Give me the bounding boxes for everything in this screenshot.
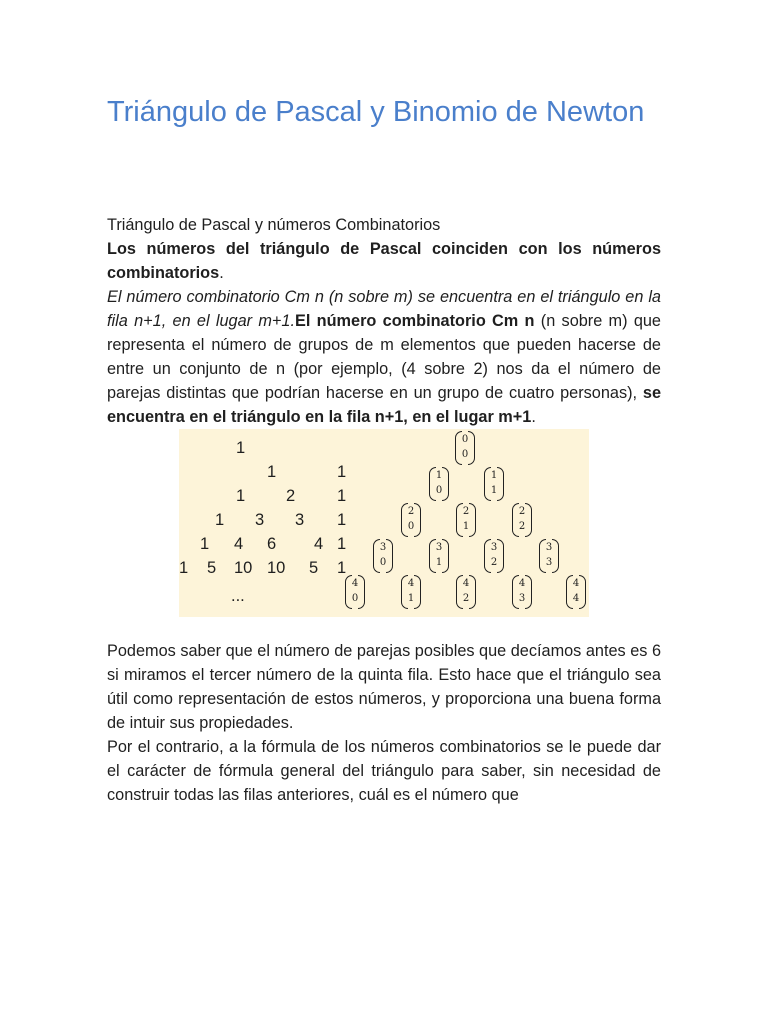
pascal-number: 5 <box>309 559 319 577</box>
right-parenthesis <box>414 575 421 609</box>
pascal-number: 1 <box>337 511 347 529</box>
right-parenthesis <box>358 575 365 609</box>
binomial-top: 3 <box>545 542 553 553</box>
binomial-coefficient <box>429 467 449 501</box>
binomial-coefficient <box>345 575 365 609</box>
pascal-number: 4 <box>314 535 324 553</box>
binomial-top: 4 <box>572 578 580 589</box>
binomial-top: 3 <box>379 542 387 553</box>
binomial-top: 1 <box>435 470 443 481</box>
binomial-bottom: 0 <box>379 557 387 568</box>
paragraph-formula: Por el contrario, a la fórmula de los números combinatorios se le puede dar el carácter de fórmula general del triángulo para saber, sin necesidad de construir todas las filas anteriores, cuál es el número que <box>107 738 661 804</box>
binomial-coefficient <box>566 575 586 609</box>
binomial-coefficient <box>484 539 504 573</box>
paragraph-combinatorios: Los números del triángulo de Pascal coinciden con los números combinatorios. <box>107 240 661 282</box>
binomial-top: 0 <box>461 434 469 445</box>
binomial-bottom: 2 <box>462 593 470 604</box>
binomial-coefficient <box>455 431 475 465</box>
binomial-bottom: 4 <box>572 593 580 604</box>
outro-section <box>107 639 661 807</box>
binomial-top: 4 <box>407 578 415 589</box>
italic-statement: El número combinatorio Cm n (n sobre m) se encuentra en el triángulo en la fila n+1, en el lugar m+1. <box>107 288 661 330</box>
right-parenthesis <box>552 539 559 573</box>
binomial-coefficient <box>484 467 504 501</box>
bold-statement: Los números del triángulo de Pascal coinciden con los números combinatorios <box>107 240 661 282</box>
binomial-bottom: 2 <box>518 521 526 532</box>
binomial-bottom: 1 <box>435 557 443 568</box>
right-parenthesis <box>525 503 532 537</box>
pascal-triangle-figure <box>179 429 589 617</box>
binomial-bottom: 3 <box>545 557 553 568</box>
binomial-bottom: 0 <box>351 593 359 604</box>
right-parenthesis <box>468 431 475 465</box>
pascal-number: 1 <box>236 487 246 505</box>
binomial-top: 4 <box>518 578 526 589</box>
pascal-number: 10 <box>234 559 253 577</box>
binomial-bottom: 0 <box>407 521 415 532</box>
pascal-number: 1 <box>337 535 347 553</box>
binomial-coefficient <box>401 503 421 537</box>
right-parenthesis <box>414 503 421 537</box>
intro-section <box>107 213 661 429</box>
binomial-top: 3 <box>490 542 498 553</box>
document-page <box>107 92 661 807</box>
right-parenthesis <box>469 503 476 537</box>
right-parenthesis <box>497 539 504 573</box>
paragraph-example: Podemos saber que el número de parejas posibles que decíamos antes es 6 si miramos el tercer número de la quinta fila. Esto hace que el triángulo sea útil como representación de estos números, y proporciona una buena forma de intuir sus propiedades. <box>107 642 661 732</box>
right-parenthesis <box>386 539 393 573</box>
binomial-top: 3 <box>435 542 443 553</box>
binomial-top: 4 <box>351 578 359 589</box>
binomial-top: 2 <box>462 506 470 517</box>
pascal-number: 10 <box>267 559 286 577</box>
binomial-coefficient <box>456 575 476 609</box>
pascal-number: 5 <box>207 559 217 577</box>
paragraph-definition: El número combinatorio Cm n (n sobre m) se encuentra en el triángulo en la fila n+1, en el lugar m+1.El número combinatorio Cm n (n sobre m) que representa el número de grupos de m elementos que pueden hacerse de entre un conjunto de n (por ejemplo, (4 sobre 2) nos da el número de parejas distintas que podrían hacerse en un grupo de cuatro personas), se encuentra en el triángulo en la fila n+1, en el lugar m+1. <box>107 288 662 426</box>
binomial-bottom: 3 <box>518 593 526 604</box>
binomial-bottom: 1 <box>490 485 498 496</box>
binomial-bottom: 0 <box>435 485 443 496</box>
pascal-number: 1 <box>337 463 347 481</box>
right-parenthesis <box>525 575 532 609</box>
binomial-bottom: 1 <box>407 593 415 604</box>
pascal-number: 3 <box>255 511 265 529</box>
binomial-top: 2 <box>407 506 415 517</box>
right-parenthesis <box>469 575 476 609</box>
binomial-bottom: 1 <box>462 521 470 532</box>
binomial-coefficient <box>429 539 449 573</box>
pascal-number: 1 <box>337 559 347 577</box>
ellipsis: ... <box>231 587 245 605</box>
pascal-number: 1 <box>337 487 347 505</box>
pascal-number: 4 <box>234 535 244 553</box>
pascal-number: 6 <box>267 535 277 553</box>
binomial-coefficient <box>539 539 559 573</box>
pascal-number: 3 <box>295 511 305 529</box>
pascal-number: 1 <box>267 463 277 481</box>
right-parenthesis <box>442 539 449 573</box>
binomial-top: 4 <box>462 578 470 589</box>
pascal-number: 1 <box>236 439 246 457</box>
pascal-number: 2 <box>286 487 296 505</box>
binomial-bottom: 2 <box>490 557 498 568</box>
right-parenthesis <box>442 467 449 501</box>
right-parenthesis <box>579 575 586 609</box>
pascal-number: 1 <box>215 511 225 529</box>
section-subtitle: Triángulo de Pascal y números Combinatorios <box>107 216 441 234</box>
pascal-number: 1 <box>179 559 189 577</box>
binomial-top: 1 <box>490 470 498 481</box>
binomial-coefficient <box>512 575 532 609</box>
binomial-coefficient <box>512 503 532 537</box>
pascal-number: 1 <box>200 535 210 553</box>
bold-term: El número combinatorio Cm n <box>295 312 535 330</box>
page-title: Triángulo de Pascal y Binomio de Newton <box>107 96 645 128</box>
binomial-top: 2 <box>518 506 526 517</box>
binomial-coefficient <box>456 503 476 537</box>
bold-conclusion: se encuentra en el triángulo en la fila n+1, en el lugar m+1 <box>107 384 662 426</box>
right-parenthesis <box>497 467 504 501</box>
binomial-coefficient <box>401 575 421 609</box>
binomial-bottom: 0 <box>461 449 469 460</box>
binomial-coefficient <box>373 539 393 573</box>
